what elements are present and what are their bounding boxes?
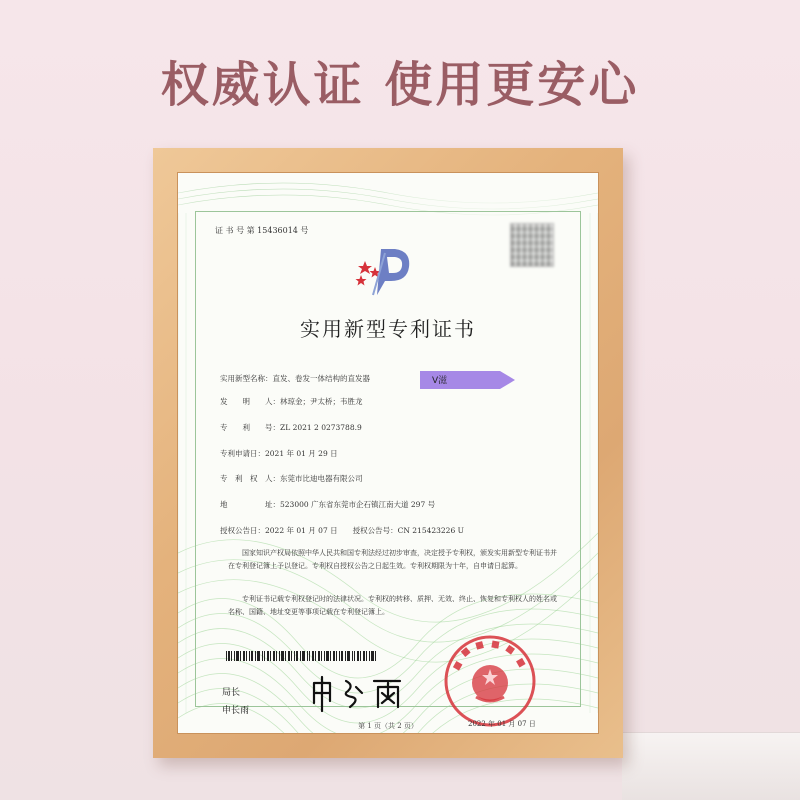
field-value: ZL 2021 2 0273788.9 [280,423,362,432]
field-patentee [220,473,363,484]
field-label: 授权公告日： [220,526,265,535]
field-value: 林琼金；尹太桥；韦胜龙 [280,397,363,406]
field-patent-number [220,422,362,433]
field-label: 发 明 人： [220,397,280,406]
official-seal-stamp [440,631,540,731]
field-label: 专 利 权 人： [220,474,280,483]
barcode [226,651,376,661]
picture-frame [153,148,623,758]
certificate-paper [178,173,598,733]
registration-paragraph: 专利证书记载专利权登记时的法律状况。专利权的转移、质押、无效、终止、恢复和专利权人的姓名或名称、国籍、地址变更等事项记载在专利登记簿上。 [228,595,557,616]
field-value: 523000 广东省东莞市企石镇江南大道 297 号 [280,500,436,509]
field-inventor [220,396,363,407]
seal-date: 2022 年 01 月 07 日 [468,720,536,728]
field-value: 直发、卷发一体结构的直发器 [272,374,370,383]
page-number: 第 1 页（共 2 页） [358,722,418,730]
field-label: 地 址： [220,500,280,509]
field-label: 实用新型名称： [220,374,273,383]
certificate-number: 证 书 号 第 15436014 号 [215,226,309,235]
field-value: 2022 年 01 月 07 日 授权公告号：CN 215423226 U [265,526,464,535]
official-name: 申长雨 [222,706,250,716]
field-label: 专 利 号： [220,423,280,432]
patent-emblem-icon [351,245,421,297]
field-value: 2021 年 01 月 29 日 [265,449,338,458]
tag-text: V滋 [432,376,448,386]
qr-code-blurred [510,223,554,267]
field-label: 专利申请日： [220,449,265,458]
field-value: 东莞市比迪电器有限公司 [280,474,363,483]
page-headline: 权威认证 使用更安心 [160,57,640,113]
field-application-date [220,448,338,459]
official-title: 局长 [222,688,241,698]
shelf [622,732,800,800]
grant-paragraph: 国家知识产权局依照中华人民共和国专利法经过初步审查，决定授予专利权，颁发实用新型专利证书并在专利登记簿上予以登记。专利权自授权公告之日起生效。专利权期限为十年，自申请日起算。 [228,549,557,570]
handwritten-signature [308,673,418,713]
certificate-title: 实用新型专利证书 [300,317,476,341]
field-address [220,499,435,510]
field-name [220,373,370,384]
field-grant-date [220,525,464,536]
